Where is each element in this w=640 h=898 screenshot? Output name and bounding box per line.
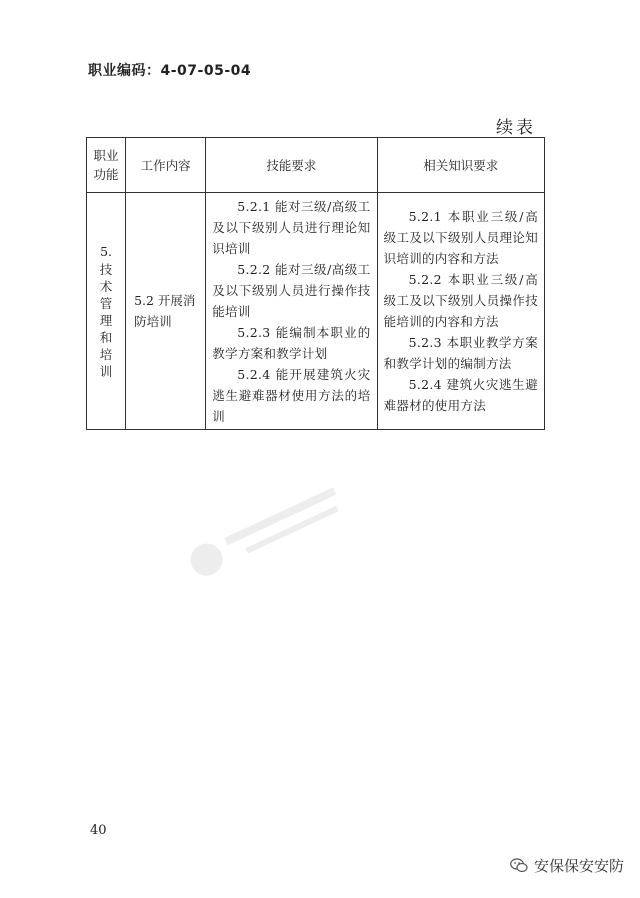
function-name: 技术管理和培训 <box>99 261 113 379</box>
brand-footer <box>510 855 624 876</box>
skill-item: 5.2.2 能对三级/高级工及以下级别人员进行操作技能培训 <box>212 261 371 319</box>
wechat-icon <box>510 858 528 873</box>
function-number: 5. <box>100 243 112 259</box>
knowledge-item: 5.2.3 本职业教学方案和教学计划的编制方法 <box>383 335 538 371</box>
header-knowledge-requirements: 相关知识要求 <box>377 138 544 193</box>
header-function: 职业功能 <box>87 138 126 193</box>
occupation-code: 职业编码：4-07-05-04 <box>88 63 252 79</box>
skills-cell <box>206 193 377 430</box>
function-cell <box>87 193 126 430</box>
header-skill-requirements: 技能要求 <box>206 138 377 193</box>
skill-item: 5.2.1 能对三级/高级工及以下级别人员进行理论知识培训 <box>212 198 371 256</box>
skill-item: 5.2.4 能开展建筑火灾逃生避难器材使用方法的培训 <box>212 366 371 424</box>
table-row <box>87 193 545 430</box>
skill-item: 5.2.3 能编制本职业的教学方案和教学计划 <box>212 324 371 361</box>
continued-table-title: 续表 <box>496 118 536 138</box>
knowledge-item: 5.2.4 建筑火灾逃生避难器材的使用方法 <box>383 377 538 413</box>
work-content-cell: 5.2 开展消防培训 <box>126 193 206 430</box>
knowledge-cell <box>377 193 544 430</box>
knowledge-item: 5.2.2 本职业三级/高级工及以下级别人员操作技能培训的内容和方法 <box>383 272 538 329</box>
table-header-row <box>87 138 545 193</box>
skills-table <box>86 137 545 430</box>
knowledge-item: 5.2.1 本职业三级/高级工及以下级别人员理论知识培训的内容和方法 <box>383 209 538 266</box>
brand-name: 安保保安安防 <box>533 857 624 875</box>
watermark-graphic <box>170 470 370 590</box>
page-number: 40 <box>90 823 107 838</box>
header-work-content: 工作内容 <box>126 138 206 193</box>
